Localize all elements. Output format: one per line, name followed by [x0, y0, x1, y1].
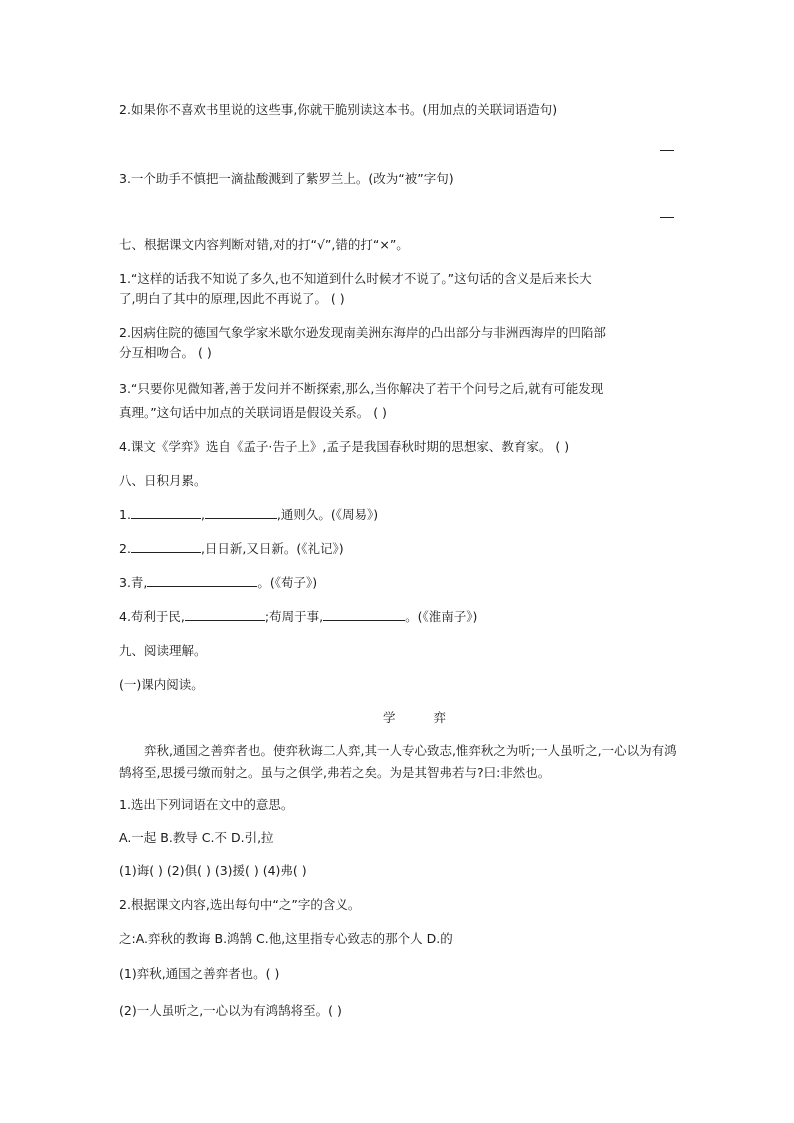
fill-item-2	[119, 540, 344, 558]
fill-item-4	[119, 608, 477, 626]
fill-item-1-sep: ,	[200, 507, 205, 522]
fill-item-4-prefix: 4.苟利于民,	[119, 609, 185, 624]
section-8-heading: 八、日积月累。	[119, 473, 207, 488]
passage-title-char-2: 弈	[433, 710, 446, 725]
passage-text: 弈秋,通国之善弈者也。使弈秋诲二人弈,其一人专心致志,惟弈秋之为听;一人虽听之,一心以为有鸿鹄将至,思援弓缴而射之。虽与之俱学,弗若之矣。为是其智弗若与?曰:非然也。	[119, 743, 677, 780]
fill-item-2-prefix: 2.	[119, 541, 131, 556]
judge-item-1-line-1: 1.“这样的话我不知说了多久,也不知道到什么时候才不说了。”这句话的含义是后来长大	[119, 271, 592, 286]
section-9-heading: 九、阅读理解。	[119, 643, 207, 658]
fill-item-1-prefix: 1.	[119, 507, 131, 522]
reading-question-1-blanks: (1)诲( ) (2)俱( ) (3)援( ) (4)弗( )	[119, 863, 307, 878]
judge-item-1-line-2: 了,明白了其中的原理,因此不再说了。 ( )	[119, 291, 345, 306]
passage-title	[383, 708, 446, 726]
fill-item-3-suffix: 。(《荀子》)	[257, 575, 318, 590]
question-rewrite-2: 2.如果你不喜欢书里说的这些事,你就干脆别读这本书。(用加点的关联词语造句)	[119, 102, 558, 117]
answer-blank[interactable]	[185, 608, 265, 621]
fill-item-2-suffix: ,日日新,又日新。(《礼记》)	[200, 541, 344, 556]
answer-blank[interactable]	[131, 506, 201, 519]
reading-question-2: 2.根据课文内容,选出每句中“之”字的含义。	[119, 897, 361, 912]
reading-question-1-options: A.一起 B.教导 C.不 D.引,拉	[119, 830, 274, 845]
question-rewrite-3: 3.一个助手不慎把一滴盐酸溅到了紫罗兰上。(改为“被”字句)	[119, 171, 454, 186]
fill-item-1-suffix: ,通则久。(《周易》)	[276, 507, 379, 522]
passage-title-char-1: 学	[383, 710, 396, 725]
answer-blank[interactable]	[131, 540, 201, 553]
reading-question-2-item-1: (1)弈秋,通国之善弈者也。( )	[119, 966, 280, 981]
judge-item-2-line-1: 2.因病住院的德国气象学家米歇尔逊发现南美洲东海岸的凸出部分与非洲西海岸的凹陷部	[119, 325, 606, 340]
reading-question-2-item-2: (2)一人虽听之,一心以为有鸿鹄将至。( )	[119, 1003, 342, 1018]
answer-blank[interactable]	[147, 574, 257, 587]
fill-item-1	[119, 506, 378, 524]
fill-item-4-mid: ;苟周于事,	[264, 609, 324, 624]
fill-item-4-suffix: 。(《淮南子》)	[405, 609, 478, 624]
reading-question-1: 1.选出下列词语在文中的意思。	[119, 797, 294, 812]
section-7-heading: 七、根据课文内容判断对错,对的打“√”,错的打“×”。	[119, 237, 409, 252]
judge-item-2-line-2: 分互相吻合。 ( )	[119, 345, 212, 360]
subsection-heading: (一)课内阅读。	[119, 677, 204, 692]
answer-line-end	[660, 150, 674, 151]
answer-blank[interactable]	[205, 506, 277, 519]
answer-line-end	[660, 217, 674, 218]
answer-blank[interactable]	[323, 608, 405, 621]
fill-item-3	[119, 574, 317, 592]
judge-item-3-line-1: 3.“只要你见微知著,善于发问并不断探索,那么,当你解决了若干个问号之后,就有可能发现	[119, 381, 604, 396]
judge-item-3-line-2: 真理。”这句话中加点的关联词语是假设关系。 ( )	[119, 405, 387, 420]
judge-item-4: 4.课文《学弈》选自《孟子·告子上》,孟子是我国春秋时期的思想家、教育家。 ( )	[119, 439, 570, 454]
reading-question-2-options: 之:A.弈秋的教诲 B.鸿鹄 C.他,这里指专心致志的那个人 D.的	[119, 931, 453, 946]
fill-item-3-prefix: 3.青,	[119, 575, 148, 590]
